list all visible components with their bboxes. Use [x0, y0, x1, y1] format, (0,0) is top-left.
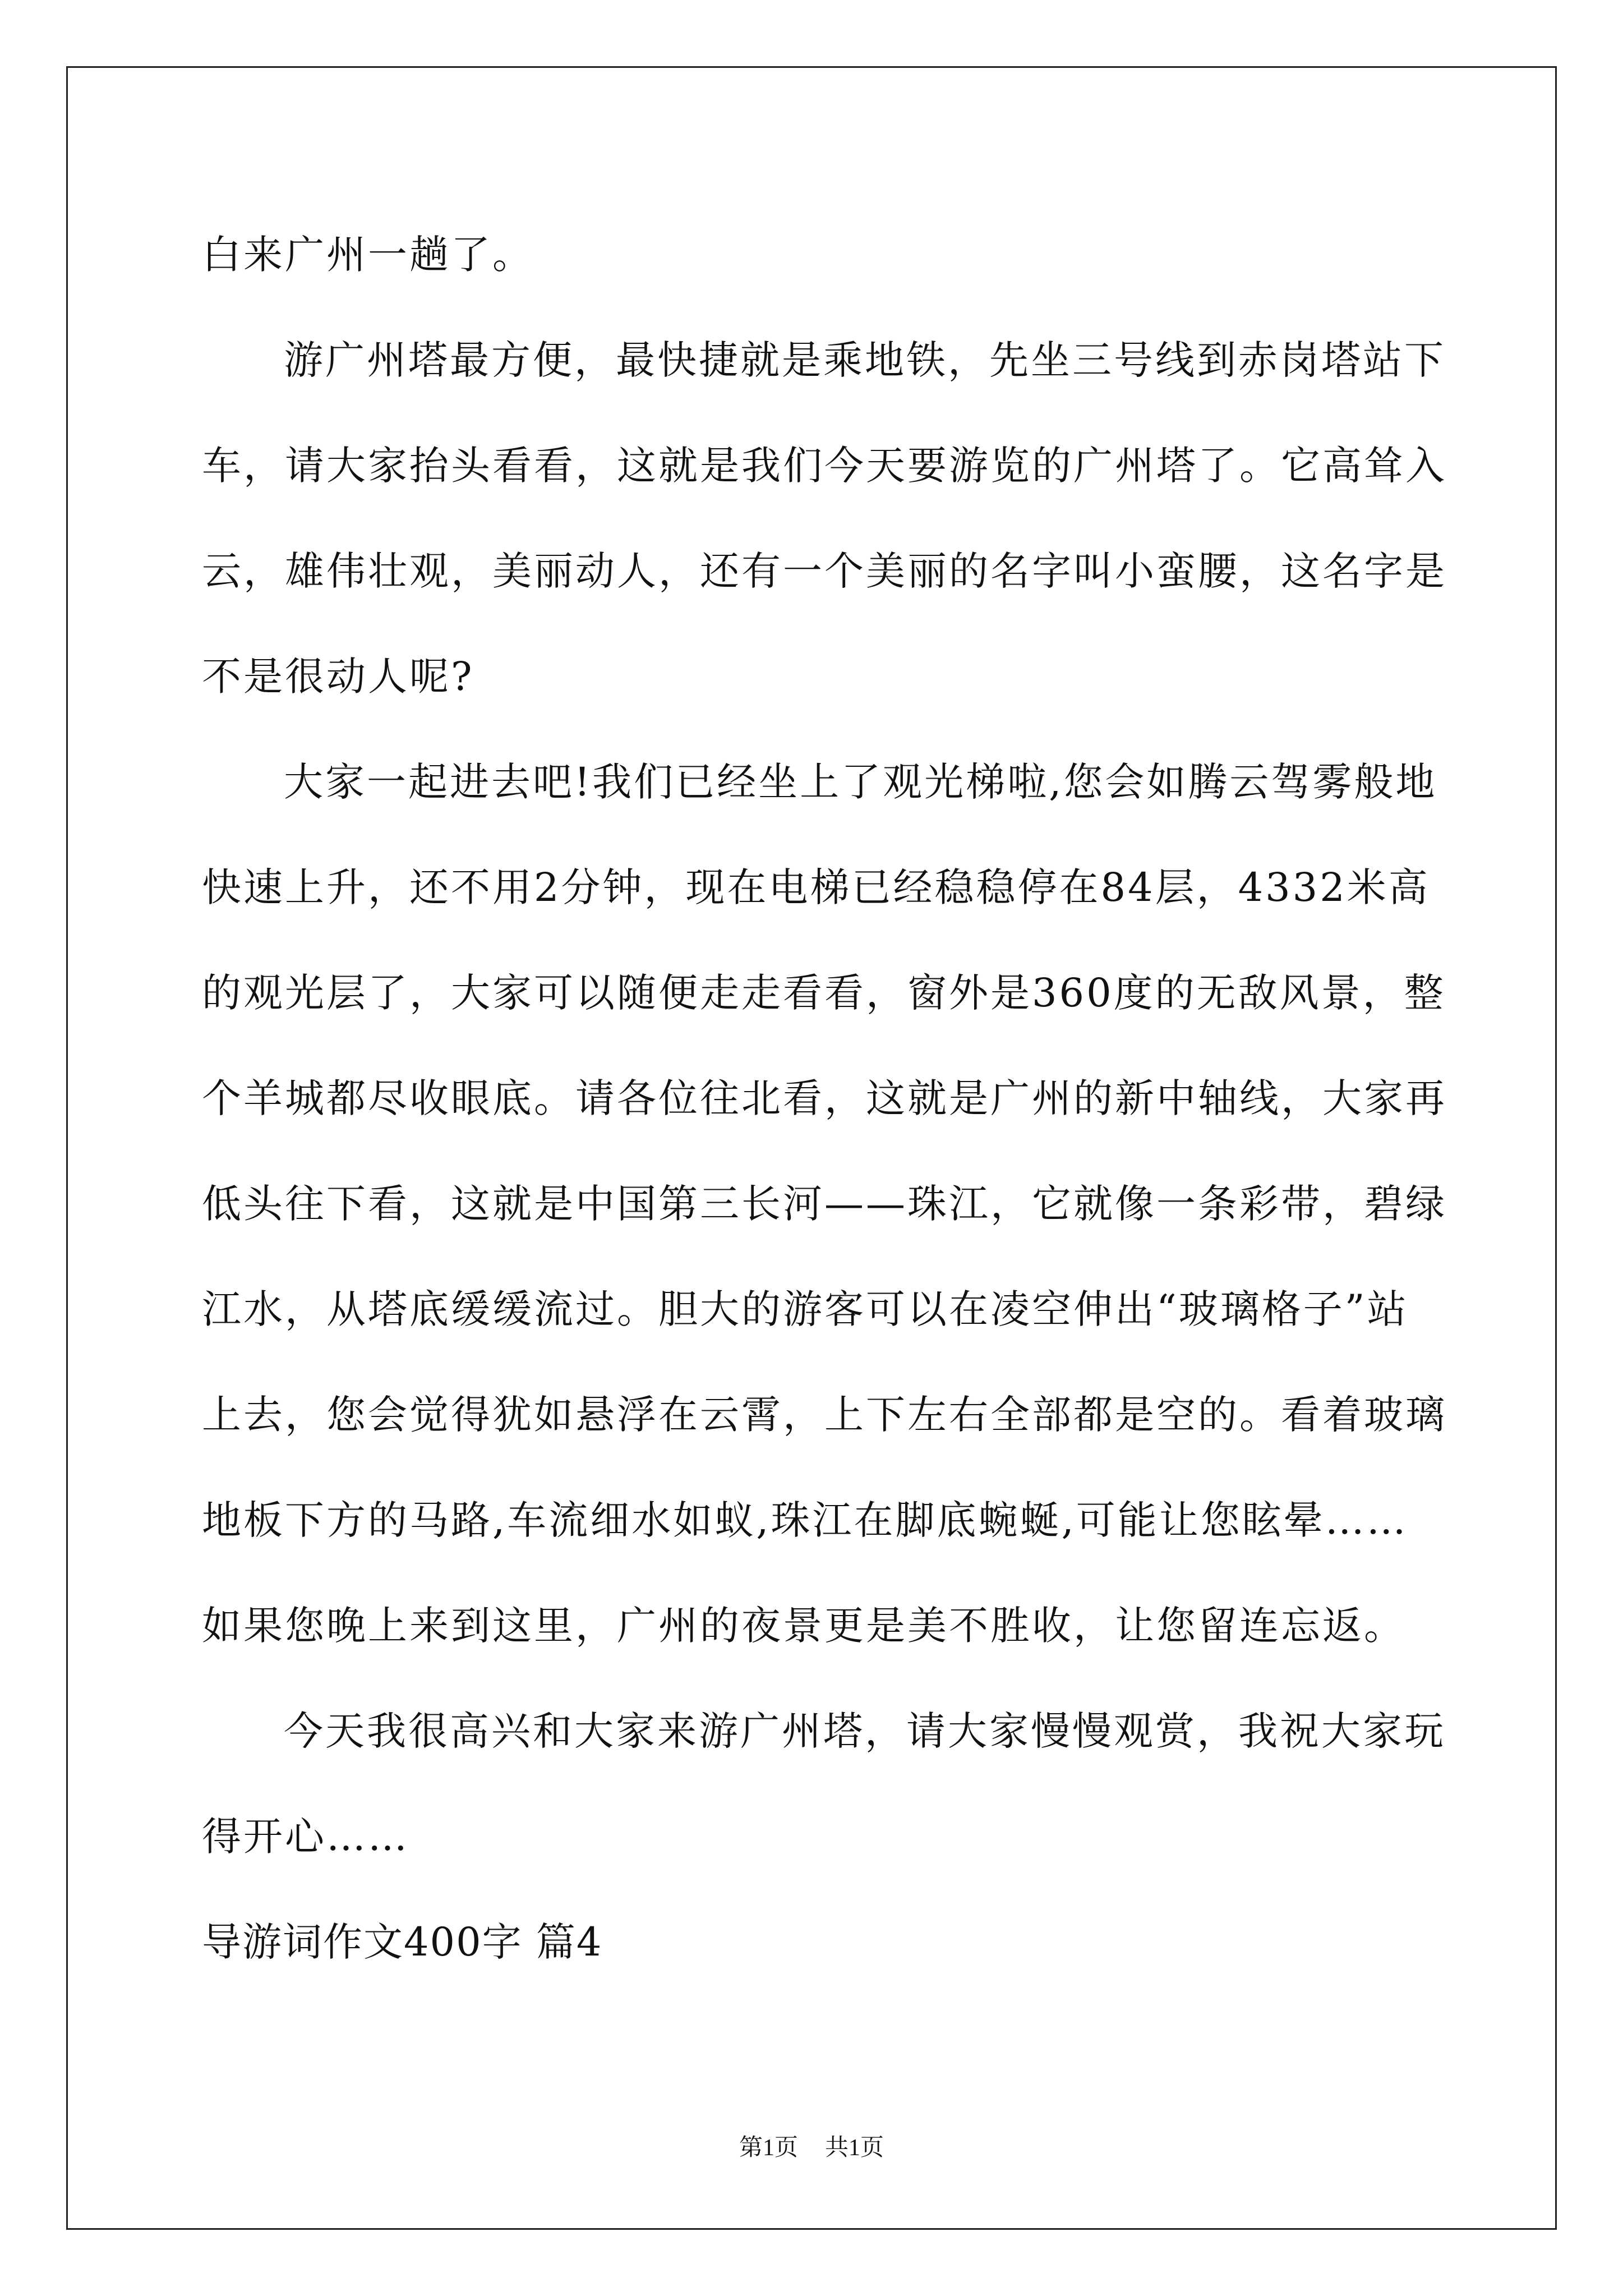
text-line: 得开心……	[202, 1814, 409, 1860]
paragraph	[202, 1678, 1446, 1889]
text-line: 的观光层了，大家可以随便走走看看，窗外是360度的无敌风景，整	[202, 970, 1446, 1016]
page-number: 第1页	[739, 2135, 798, 2161]
paragraph	[202, 729, 1447, 1678]
paragraph	[202, 202, 1436, 307]
document-body	[202, 202, 1447, 1995]
text-line: 游广州塔最方便，最快捷就是乘地铁，先坐三号线到赤岗塔站下	[284, 337, 1446, 383]
page-total: 共1页	[825, 2135, 884, 2161]
text-line: 如果您晚上来到这里，广州的夜景更是美不胜收，让您留连忘返。	[202, 1603, 1405, 1649]
section-heading: 导游词作文400字 篇4	[202, 1919, 603, 1965]
text-line: 地板下方的马路,车流细水如蚁,珠江在脚底蜿蜒,可能让您眩晕……	[202, 1497, 1408, 1543]
text-line: 云，雄伟壮观，美丽动人，还有一个美丽的名字叫小蛮腰，这名字是	[202, 548, 1447, 594]
text-line: 今天我很高兴和大家来游广州塔，请大家慢慢观赏，我祝大家玩	[284, 1708, 1446, 1754]
text-line: 低头往下看，这就是中国第三长河——珠江，它就像一条彩带，碧绿	[202, 1181, 1447, 1227]
paragraph	[202, 307, 1447, 729]
page-footer	[0, 2129, 1623, 2162]
text-line: 白来广州一趟了。	[202, 232, 534, 278]
text-line: 车，请大家抬头看看，这就是我们今天要游览的广州塔了。它高耸入	[202, 443, 1447, 489]
text-line: 江水，从塔底缓缓流过。胆大的游客可以在凌空伸出“玻璃格子”站	[202, 1286, 1409, 1332]
text-line: 大家一起进去吧!我们已经坐上了观光梯啦,您会如腾云驾雾般地	[284, 759, 1437, 805]
text-line: 上去，您会觉得犹如悬浮在云霄，上下左右全部都是空的。看着玻璃	[202, 1392, 1447, 1438]
text-line: 快速上升，还不用2分钟，现在电梯已经稳稳停在84层，4332米高	[202, 864, 1430, 910]
text-line: 个羊城都尽收眼底。请各位往北看，这就是广州的新中轴线，大家再	[202, 1075, 1447, 1121]
text-line: 不是很动人呢?	[202, 654, 474, 700]
